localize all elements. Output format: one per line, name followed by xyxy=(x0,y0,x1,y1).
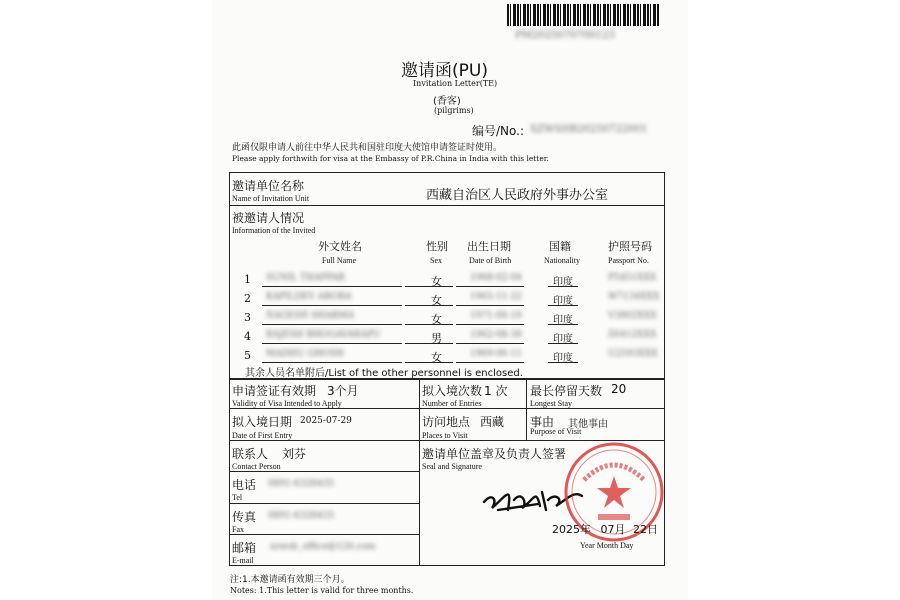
places-value: 西藏 xyxy=(480,415,505,429)
first-entry-label: 拟入境日期 xyxy=(232,415,293,429)
purpose-label: 事由 xyxy=(530,415,555,429)
row-number: 2 xyxy=(244,292,251,305)
nationality-value: 印度 xyxy=(553,296,573,307)
unit-label-en: Name of Invitation Unit xyxy=(232,194,310,203)
sex-value: 女 xyxy=(431,275,442,288)
col-sex-cn: 性别 xyxy=(426,240,448,253)
col-sex-en: Sex xyxy=(430,256,442,265)
col-nat-cn: 国籍 xyxy=(549,240,571,253)
invited-label-en: Information of the Invited xyxy=(232,226,316,235)
col-dob-cn: 出生日期 xyxy=(467,240,511,253)
sign-date xyxy=(552,521,658,537)
contact-label-en: Contact Person xyxy=(232,462,281,471)
first-entry-label-en: Date of First Entry xyxy=(232,431,293,440)
date-year-unit: 年 xyxy=(580,523,591,536)
contact-label: 联系人 xyxy=(232,447,269,461)
sex-value: 女 xyxy=(431,294,442,307)
divider xyxy=(419,379,420,566)
date-day-unit: 日 xyxy=(647,523,658,536)
date-day: 22 xyxy=(633,523,647,536)
unit-label: 邀请单位名称 xyxy=(232,179,305,193)
underline xyxy=(262,343,402,344)
underline xyxy=(405,305,453,306)
row-number: 1 xyxy=(244,273,251,286)
stay-label-en: Longest Stay xyxy=(530,399,572,408)
col-dob-en: Date of Birth xyxy=(469,256,512,265)
underline xyxy=(548,305,578,306)
stay-label: 最长停留天数 xyxy=(530,384,603,398)
col-passport-en: Passport No. xyxy=(608,256,649,265)
notes-cn: 注:1.本邀请函有效期三个月。 xyxy=(230,575,350,585)
letter-subtitle-en: (pilgrims) xyxy=(434,106,474,115)
birth-date: 1968-02-04 xyxy=(470,273,522,283)
sex-value: 女 xyxy=(431,351,442,364)
underline xyxy=(548,286,578,287)
underline xyxy=(405,286,453,287)
underline xyxy=(548,324,578,325)
date-year: 2025 xyxy=(552,523,580,536)
underline xyxy=(405,362,453,363)
underline xyxy=(405,324,453,325)
col-name-cn: 外文姓名 xyxy=(318,240,362,253)
invited-label: 被邀请人情况 xyxy=(232,211,305,225)
passport-number: W7134XXX xyxy=(608,292,660,302)
tel-label: 电话 xyxy=(232,478,257,492)
stay-value: 20 xyxy=(611,382,627,396)
col-passport-cn: 护照号码 xyxy=(608,240,652,253)
email-value: xzwsb_office@126.com xyxy=(270,542,376,552)
nationality-value: 印度 xyxy=(553,315,573,326)
full-name: KAPILDEV ARORA xyxy=(266,292,352,302)
nationality-value: 印度 xyxy=(553,353,573,364)
sex-value: 女 xyxy=(431,313,442,326)
underline xyxy=(262,305,402,306)
nationality-value: 印度 xyxy=(553,277,573,288)
places-label-en: Places to Visit xyxy=(422,431,468,440)
row-number: 4 xyxy=(244,330,251,343)
divider xyxy=(526,379,527,440)
full-name: MADHU GHOSH xyxy=(266,349,344,359)
col-name-en: Full Name xyxy=(322,256,356,265)
notes-en: Notes: 1.This letter is valid for three months. xyxy=(230,586,414,595)
divider xyxy=(229,205,665,206)
enclosed-note: 其余人员名单附后/List of the other personnel is enclosed. xyxy=(245,368,523,379)
sex-value: 男 xyxy=(431,332,442,345)
underline xyxy=(262,286,402,287)
birth-date: 1962-08-30 xyxy=(470,330,522,340)
first-entry-value: 2025-07-29 xyxy=(300,416,352,426)
fax-value: 0891-6328433 xyxy=(268,511,335,521)
full-name: SUNIL THAPPAR xyxy=(266,273,345,283)
contact-value: 刘芬 xyxy=(282,447,307,461)
col-nat-en: Nationality xyxy=(544,256,580,265)
intro-en: Please apply forthwith for visa at the Embassy of P.R.China in India with this letter. xyxy=(232,154,549,163)
barcode xyxy=(507,4,660,26)
underline xyxy=(456,343,524,344)
underline xyxy=(548,343,578,344)
divider xyxy=(229,408,665,409)
passport-number: P5451XXX xyxy=(608,273,657,283)
divider xyxy=(229,471,419,472)
validity-label-en: Validity of Visa Intended to Apply xyxy=(232,399,342,408)
underline xyxy=(456,286,524,287)
fax-label-en: Fax xyxy=(232,525,244,534)
seal-label-en: Seal and Signature xyxy=(422,462,482,471)
tel-value: 0891-6328435 xyxy=(268,479,335,489)
full-name: RAJESH BHOGAVARAPU xyxy=(266,330,381,340)
letter-subtitle: (香客) xyxy=(433,96,461,107)
number-value: XZWSHB20250722001 xyxy=(530,124,648,135)
email-label: 邮箱 xyxy=(232,541,257,555)
date-month: 07 xyxy=(600,523,615,536)
sign-date-en: Year Month Day xyxy=(580,541,634,550)
entries-label-en: Number of Entries xyxy=(422,399,482,408)
entries-label: 拟入境次数 xyxy=(422,384,483,398)
birth-date: 1969-06-11 xyxy=(470,349,522,359)
row-number: 3 xyxy=(244,311,251,324)
birth-date: 1971-04-19 xyxy=(470,311,522,321)
underline xyxy=(262,324,402,325)
nationality-value: 印度 xyxy=(553,334,573,345)
email-label-en: E-mail xyxy=(232,556,254,565)
purpose-label-en: Purpose of Visit xyxy=(530,427,582,436)
letter-title: 邀请函(PU) xyxy=(401,61,488,81)
divider xyxy=(229,503,419,504)
underline xyxy=(405,343,453,344)
places-label: 访问地点 xyxy=(422,415,471,429)
passport-number: V3802XXX xyxy=(608,311,657,321)
seal-label: 邀请单位盖章及负责人签署 xyxy=(422,447,567,461)
date-month-unit: 月 xyxy=(614,523,626,536)
barcode-text: PM2025070700123 xyxy=(515,30,615,41)
underline xyxy=(456,305,524,306)
underline xyxy=(262,362,402,363)
entries-value: 1 次 xyxy=(484,384,508,398)
row-number: 5 xyxy=(244,349,251,362)
intro-cn: 此函仅限申请人前往中华人民共和国驻印度大使馆申请签证时使用。 xyxy=(232,143,503,153)
letter-title-en: Invitation Letter(TE) xyxy=(413,79,498,88)
validity-label: 申请签证有效期 xyxy=(232,384,317,398)
purpose-value: 其他事由 xyxy=(568,419,608,430)
full-name: NAGESH SHARMA xyxy=(266,311,355,321)
number-label: 编号/No.: xyxy=(472,124,525,138)
underline xyxy=(456,362,524,363)
passport-number: Z6412XXX xyxy=(608,330,657,340)
validity-value: 3个月 xyxy=(327,384,359,398)
unit-value: 西藏自治区人民政府外事办公室 xyxy=(426,188,609,203)
underline xyxy=(548,362,578,363)
underline xyxy=(456,324,524,325)
tel-label-en: Tel xyxy=(232,493,243,502)
passport-number: U2593XXX xyxy=(608,349,658,359)
fax-label: 传真 xyxy=(232,510,257,524)
birth-date: 1965-11-22 xyxy=(470,292,522,302)
divider xyxy=(229,534,419,535)
